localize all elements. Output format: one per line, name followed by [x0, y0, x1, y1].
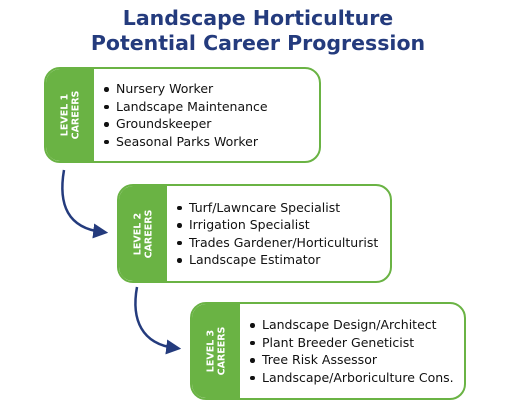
level-3-label: LEVEL 3 CAREERS	[205, 326, 227, 376]
level-1-box	[44, 67, 321, 163]
level-1-label: LEVEL 1 CAREERS	[59, 90, 81, 140]
list-item: Plant Breeder Geneticist	[262, 334, 458, 352]
list-item: Turf/Lawncare Specialist	[189, 199, 384, 217]
level-3-box	[190, 302, 466, 400]
arrow-level2-to-level3	[135, 287, 175, 348]
list-item: Landscape Estimator	[189, 251, 384, 269]
level-2-box	[117, 184, 392, 283]
list-item: Landscape Design/Architect	[262, 316, 458, 334]
level-3-tab	[192, 304, 240, 398]
list-item: Groundskeeper	[116, 115, 313, 133]
level-1-career-list	[102, 69, 313, 161]
list-item: Irrigation Specialist	[189, 216, 384, 234]
title-line-1: Landscape Horticulture	[122, 6, 394, 30]
title-line-2: Potential Career Progression	[90, 31, 426, 55]
list-item: Tree Risk Assessor	[262, 351, 458, 369]
level-3-career-list	[248, 304, 458, 398]
list-item: Landscape/Arboriculture Cons.	[262, 369, 458, 387]
level-2-career-list	[175, 186, 384, 281]
list-item: Landscape Maintenance	[116, 98, 313, 116]
list-item: Trades Gardener/Horticulturist	[189, 234, 384, 252]
list-item: Seasonal Parks Worker	[116, 133, 313, 151]
level-1-tab	[46, 69, 94, 161]
arrow-level1-to-level2	[62, 170, 102, 232]
level-2-label: LEVEL 2 CAREERS	[132, 209, 154, 258]
level-2-tab	[119, 186, 167, 281]
list-item: Nursery Worker	[116, 80, 313, 98]
